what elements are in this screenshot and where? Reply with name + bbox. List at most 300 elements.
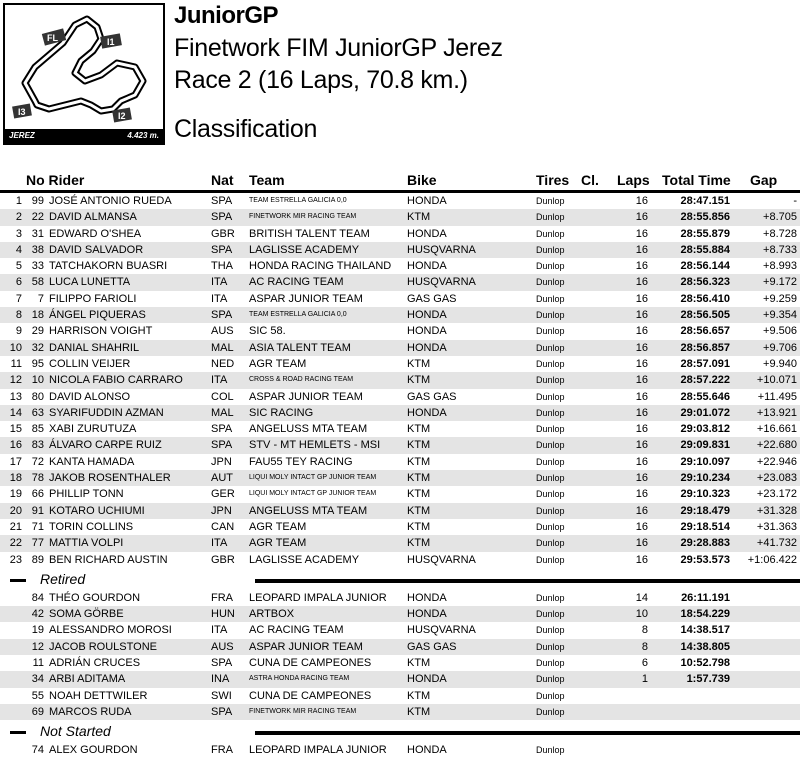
cell-bike: GAS GAS: [407, 390, 457, 403]
cell-tires: Dunlop: [536, 391, 565, 402]
cell-laps: 16: [635, 243, 648, 256]
cell-laps: 16: [635, 439, 648, 452]
cell-number: 63: [31, 406, 44, 419]
cell-tires: Dunlop: [536, 326, 565, 337]
report-header: [0, 0, 800, 150]
cell-total-time: 28:55.879: [680, 227, 730, 240]
cell-bike: HONDA: [407, 195, 447, 207]
cell-position: 17: [9, 455, 22, 468]
cell-position: 2: [15, 211, 22, 224]
cell-bike: GAS GAS: [407, 640, 457, 653]
cell-number: 84: [31, 591, 44, 604]
not-started-label: Not Started: [40, 723, 111, 740]
cell-total-time: 28:56.144: [680, 260, 730, 273]
cell-team: AC RACING TEAM: [249, 624, 344, 637]
cell-team: LIQUI MOLY INTACT GP JUNIOR TEAM: [249, 474, 377, 482]
cell-rider: SYARIFUDDIN AZMAN: [49, 406, 164, 419]
cell-number: 71: [31, 520, 44, 533]
brand-title: JuniorGP: [174, 2, 279, 29]
cell-rider: JOSÉ ANTONIO RUEDA: [49, 195, 172, 207]
cell-team: ASPAR JUNIOR TEAM: [249, 640, 363, 653]
col-laps: Laps: [617, 172, 650, 188]
cell-laps: 16: [635, 504, 648, 517]
cell-number: 12: [31, 640, 44, 653]
cell-position: 15: [9, 423, 22, 436]
cell-tires: Dunlop: [536, 706, 565, 717]
cell-bike: HONDA: [407, 744, 447, 757]
cell-position: 18: [9, 472, 22, 485]
table-row: [0, 405, 800, 421]
cell-tires: Dunlop: [536, 521, 565, 532]
cell-laps: 10: [635, 608, 648, 621]
cell-team: FINETWORK MIR RACING TEAM: [249, 707, 357, 715]
col-cl: Cl.: [581, 172, 599, 188]
cell-total-time: 28:56.323: [680, 276, 730, 289]
cell-tires: Dunlop: [536, 505, 565, 516]
track-name: JEREZ: [9, 131, 35, 140]
cell-total-time: 28:56.505: [680, 309, 730, 322]
cell-laps: 1: [641, 673, 648, 686]
cell-laps: 16: [635, 195, 648, 207]
cell-tires: Dunlop: [536, 424, 565, 435]
cell-tires: Dunlop: [536, 609, 565, 620]
cell-bike: HONDA: [407, 227, 447, 240]
cell-nationality: AUS: [211, 640, 234, 653]
cell-gap: +22.680: [756, 439, 797, 452]
cell-team: ANGELUSS MTA TEAM: [249, 423, 368, 436]
cell-gap: +9.172: [763, 276, 797, 289]
cell-rider: FILIPPO FARIOLI: [49, 292, 137, 305]
cell-nationality: THA: [211, 260, 233, 273]
table-row: [0, 486, 800, 502]
cell-laps: 16: [635, 488, 648, 501]
cell-bike: KTM: [407, 504, 431, 517]
label-i1: I1: [107, 37, 115, 47]
cell-team: CUNA DE CAMPEONES: [249, 689, 372, 702]
cell-rider: JACOB ROULSTONE: [49, 640, 157, 653]
cell-number: 99: [31, 195, 44, 207]
not-started-section-header: [0, 720, 800, 742]
cell-nationality: MAL: [211, 406, 234, 419]
cell-team: STV - MT HEMLETS - MSI: [249, 439, 381, 452]
col-no-rider: No Rider: [26, 172, 85, 188]
cell-bike: KTM: [407, 657, 431, 670]
table-row: [0, 340, 800, 356]
cell-tires: Dunlop: [536, 293, 565, 304]
table-row: [0, 688, 800, 704]
cell-nationality: JPN: [211, 455, 232, 468]
cell-total-time: 28:55.646: [680, 390, 730, 403]
cell-rider: DAVID ALMANSA: [49, 211, 137, 224]
cell-team: ASIA TALENT TEAM: [249, 341, 351, 354]
cell-laps: 6: [641, 657, 648, 670]
cell-number: 38: [31, 243, 44, 256]
cell-nationality: ITA: [211, 276, 228, 289]
column-header-row: [0, 172, 800, 193]
cell-gap: +11.495: [757, 390, 797, 403]
cell-nationality: SPA: [211, 439, 233, 452]
cell-number: 89: [31, 553, 44, 566]
cell-rider: NICOLA FABIO CARRARO: [49, 374, 183, 387]
table-row: [0, 671, 800, 687]
cell-total-time: 29:03.812: [680, 423, 730, 436]
cell-nationality: SPA: [211, 243, 233, 256]
cell-gap: -: [793, 195, 797, 207]
cell-number: 55: [31, 689, 44, 702]
cell-bike: HONDA: [407, 591, 447, 604]
cell-bike: HUSQVARNA: [407, 243, 476, 256]
cell-team: HONDA RACING THAILAND: [249, 260, 392, 273]
cell-total-time: 28:55.884: [680, 243, 730, 256]
label-fl: FL: [47, 33, 58, 43]
cell-rider: EDWARD O'SHEA: [49, 227, 142, 240]
table-row: [0, 209, 800, 225]
cell-nationality: FRA: [211, 591, 233, 604]
cell-team: SIC RACING: [249, 406, 314, 419]
table-row: [0, 323, 800, 339]
cell-laps: 16: [635, 390, 648, 403]
cell-rider: JAKOB ROSENTHALER: [49, 472, 171, 485]
cell-position: 14: [9, 406, 22, 419]
cell-gap: +16.661: [756, 423, 797, 436]
cell-nationality: SPA: [211, 195, 233, 207]
col-tires: Tires: [536, 172, 570, 188]
cell-nationality: JPN: [211, 504, 232, 517]
cell-total-time: 29:01.072: [680, 406, 730, 419]
cell-tires: Dunlop: [536, 554, 565, 565]
cell-total-time: 10:52.798: [680, 657, 730, 670]
cell-tires: Dunlop: [536, 407, 565, 418]
cell-rider: BEN RICHARD AUSTIN: [49, 553, 168, 566]
cell-team: SIC 58.: [249, 325, 286, 338]
cell-tires: Dunlop: [536, 625, 565, 636]
cell-tires: Dunlop: [536, 261, 565, 272]
cell-tires: Dunlop: [536, 196, 565, 206]
col-total-time: Total Time: [662, 172, 731, 188]
cell-gap: +10.071: [756, 374, 797, 387]
cell-team: AGR TEAM: [249, 520, 307, 533]
cell-position: 11: [10, 357, 22, 370]
cell-total-time: 29:18.479: [680, 504, 730, 517]
cell-tires: Dunlop: [536, 690, 565, 701]
cell-tires: Dunlop: [536, 456, 565, 467]
cell-total-time: 29:53.573: [680, 553, 730, 566]
col-team: Team: [249, 172, 285, 188]
track-map: [3, 3, 165, 145]
cell-laps: 16: [635, 309, 648, 322]
cell-team: LIQUI MOLY INTACT GP JUNIOR TEAM: [249, 490, 377, 498]
event-title: Finetwork FIM JuniorGP Jerez: [174, 34, 503, 62]
results-table: [0, 193, 800, 759]
cell-nationality: AUS: [211, 325, 234, 338]
cell-number: 42: [31, 608, 44, 621]
col-bike: Bike: [407, 172, 437, 188]
cell-total-time: 18:54.229: [680, 608, 730, 621]
cell-total-time: 29:10.234: [680, 472, 730, 485]
cell-total-time: 28:47.151: [680, 195, 730, 207]
retired-label: Retired: [40, 570, 86, 587]
cell-rider: ALESSANDRO MOROSI: [49, 624, 172, 637]
cell-gap: +8.993: [763, 260, 797, 273]
table-row: [0, 704, 800, 720]
cell-team: LAGLISSE ACADEMY: [249, 243, 360, 256]
cell-rider: ARBI ADITAMA: [49, 673, 126, 686]
cell-team: TEAM ESTRELLA GALICIA 0,0: [249, 311, 347, 319]
cell-team: ASTRA HONDA RACING TEAM: [249, 675, 350, 683]
cell-rider: PHILLIP TONN: [49, 488, 124, 501]
cell-bike: KTM: [407, 689, 431, 702]
cell-laps: 16: [635, 406, 648, 419]
cell-bike: KTM: [407, 488, 431, 501]
cell-rider: DAVID ALONSO: [49, 390, 131, 403]
cell-gap: +9.506: [763, 325, 797, 338]
cell-number: 69: [31, 705, 44, 718]
table-row: [0, 389, 800, 405]
table-row: [0, 606, 800, 622]
cell-total-time: 29:18.514: [680, 520, 730, 533]
cell-total-time: 28:55.856: [680, 211, 730, 224]
cell-position: 13: [9, 390, 22, 403]
retired-list: [0, 590, 800, 720]
cell-gap: +9.940: [763, 357, 797, 370]
cell-team: ASPAR JUNIOR TEAM: [249, 292, 363, 305]
cell-tires: Dunlop: [536, 473, 565, 484]
cell-number: 10: [31, 374, 44, 387]
cell-gap: +9.259: [763, 292, 797, 305]
cell-nationality: GBR: [211, 553, 235, 566]
cell-total-time: 29:09.831: [680, 439, 730, 452]
cell-position: 16: [9, 439, 22, 452]
cell-gap: +31.328: [756, 504, 797, 517]
cell-gap: +1:06.422: [747, 553, 797, 566]
table-row: [0, 356, 800, 372]
cell-nationality: GER: [211, 488, 235, 501]
table-row: [0, 519, 800, 535]
cell-rider: ÁNGEL PIQUERAS: [49, 309, 146, 322]
cell-gap: +22.946: [756, 455, 797, 468]
table-row: [0, 742, 800, 758]
cell-team: ASPAR JUNIOR TEAM: [249, 390, 363, 403]
cell-rider: THÉO GOURDON: [49, 591, 141, 604]
cell-laps: 16: [635, 423, 648, 436]
cell-team: ANGELUSS MTA TEAM: [249, 504, 368, 517]
cell-total-time: 28:57.222: [680, 374, 730, 387]
cell-nationality: HUN: [211, 608, 235, 621]
cell-rider: XABI ZURUTUZA: [49, 423, 137, 436]
cell-team: ARTBOX: [249, 608, 295, 621]
cell-rider: TORIN COLLINS: [49, 520, 134, 533]
cell-laps: 16: [635, 276, 648, 289]
cell-tires: Dunlop: [536, 228, 565, 239]
cell-laps: 8: [641, 640, 648, 653]
cell-tires: Dunlop: [536, 342, 565, 353]
cell-nationality: SPA: [211, 423, 233, 436]
cell-number: 11: [32, 657, 44, 670]
cell-position: 7: [15, 292, 22, 305]
classification-title: Classification: [174, 115, 318, 143]
cell-gap: +31.363: [756, 520, 797, 533]
cell-laps: 16: [635, 537, 648, 550]
cell-nationality: SPA: [211, 657, 233, 670]
table-row: [0, 372, 800, 388]
cell-nationality: GBR: [211, 227, 235, 240]
cell-bike: HUSQVARNA: [407, 553, 476, 566]
cell-nationality: MAL: [211, 341, 234, 354]
cell-bike: KTM: [407, 211, 431, 224]
cell-gap: +8.728: [763, 227, 797, 240]
cell-number: 18: [31, 309, 44, 322]
cell-nationality: ITA: [211, 374, 228, 387]
cell-total-time: 29:10.097: [680, 455, 730, 468]
table-row: [0, 258, 800, 274]
cell-gap: +13.921: [756, 406, 797, 419]
cell-nationality: FRA: [211, 744, 233, 757]
cell-total-time: 29:28.883: [680, 537, 730, 550]
cell-laps: 16: [635, 357, 648, 370]
table-row: [0, 454, 800, 470]
cell-nationality: SPA: [211, 309, 233, 322]
cell-position: 9: [15, 325, 22, 338]
cell-position: 6: [15, 276, 22, 289]
cell-team: AGR TEAM: [249, 537, 307, 550]
cell-rider: DAVID SALVADOR: [49, 243, 144, 256]
cell-bike: KTM: [407, 439, 431, 452]
cell-rider: ADRIÁN CRUCES: [49, 657, 141, 670]
cell-gap: +23.172: [756, 488, 797, 501]
cell-tires: Dunlop: [536, 310, 565, 321]
cell-tires: Dunlop: [536, 440, 565, 451]
cell-tires: Dunlop: [536, 641, 565, 652]
cell-number: 72: [31, 455, 44, 468]
table-row: [0, 655, 800, 671]
table-row: [0, 639, 800, 655]
cell-rider: NOAH DETTWILER: [49, 689, 148, 702]
cell-total-time: 29:10.323: [680, 488, 730, 501]
cell-nationality: SPA: [211, 211, 233, 224]
cell-tires: Dunlop: [536, 358, 565, 369]
cell-position: 8: [15, 309, 22, 322]
cell-tires: Dunlop: [536, 212, 565, 223]
cell-laps: 8: [641, 624, 648, 637]
cell-rider: LUCA LUNETTA: [49, 276, 131, 289]
race-title: Race 2 (16 Laps, 70.8 km.): [174, 66, 468, 94]
cell-bike: KTM: [407, 374, 431, 387]
cell-laps: 16: [635, 325, 648, 338]
cell-rider: MARCOS RUDA: [49, 705, 132, 718]
cell-gap: +41.732: [756, 537, 797, 550]
cell-bike: KTM: [407, 357, 431, 370]
cell-rider: HARRISON VOIGHT: [49, 325, 153, 338]
cell-number: 74: [31, 744, 44, 757]
cell-rider: KANTA HAMADA: [49, 455, 135, 468]
cell-rider: TATCHAKORN BUASRI: [49, 260, 168, 273]
cell-number: 58: [31, 276, 44, 289]
cell-laps: 16: [635, 553, 648, 566]
cell-nationality: INA: [211, 673, 230, 686]
table-row: [0, 552, 800, 568]
label-i2: I2: [118, 111, 126, 121]
cell-number: 31: [31, 227, 44, 240]
cell-nationality: ITA: [211, 292, 228, 305]
cell-position: 19: [9, 488, 22, 501]
table-row: [0, 437, 800, 453]
cell-team: FINETWORK MIR RACING TEAM: [249, 213, 357, 221]
cell-number: 77: [31, 537, 44, 550]
track-footer: [5, 129, 163, 143]
cell-laps: 16: [635, 472, 648, 485]
cell-number: 95: [31, 357, 44, 370]
cell-number: 85: [31, 423, 44, 436]
cell-rider: ÁLVARO CARPE RUIZ: [49, 439, 162, 452]
cell-tires: Dunlop: [536, 592, 565, 603]
cell-number: 19: [31, 624, 44, 637]
cell-bike: HONDA: [407, 673, 447, 686]
cell-nationality: ITA: [211, 537, 228, 550]
cell-total-time: 1:57.739: [686, 673, 730, 686]
cell-bike: KTM: [407, 520, 431, 533]
table-row: [0, 535, 800, 551]
table-row: [0, 242, 800, 258]
cell-tires: Dunlop: [536, 244, 565, 255]
cell-rider: MATTIA VOLPI: [49, 537, 124, 550]
table-row: [0, 503, 800, 519]
cell-position: 12: [9, 374, 22, 387]
cell-tires: Dunlop: [536, 658, 565, 669]
cell-bike: HONDA: [407, 406, 447, 419]
cell-gap: +8.733: [763, 243, 797, 256]
cell-number: 32: [31, 341, 44, 354]
cell-team: AGR TEAM: [249, 357, 307, 370]
cell-laps: 16: [635, 292, 648, 305]
cell-total-time: 28:57.091: [680, 357, 730, 370]
cell-number: 91: [31, 504, 44, 517]
cell-laps: 16: [635, 341, 648, 354]
cell-rider: DANIAL SHAHRIL: [49, 341, 140, 354]
cell-team: BRITISH TALENT TEAM: [249, 227, 370, 240]
table-row: [0, 421, 800, 437]
cell-bike: HUSQVARNA: [407, 624, 476, 637]
cell-bike: HONDA: [407, 608, 447, 621]
cell-nationality: AUT: [211, 472, 233, 485]
cell-number: 33: [31, 260, 44, 273]
cell-bike: HUSQVARNA: [407, 276, 476, 289]
cell-team: AC RACING TEAM: [249, 276, 344, 289]
circuit-layout-icon: [5, 5, 163, 129]
cell-rider: ALEX GOURDON: [49, 744, 138, 757]
cell-team: TEAM ESTRELLA GALICIA 0,0: [249, 197, 347, 204]
col-gap: Gap: [750, 172, 778, 188]
cell-gap: +23.083: [756, 472, 797, 485]
cell-team: LEOPARD IMPALA JUNIOR: [249, 744, 387, 757]
track-length: 4.423 m.: [127, 131, 159, 140]
cell-tires: Dunlop: [536, 745, 565, 756]
cell-nationality: COL: [211, 390, 234, 403]
cell-bike: KTM: [407, 537, 431, 550]
cell-position: 5: [15, 260, 22, 273]
cell-position: 23: [9, 553, 22, 566]
cell-team: LEOPARD IMPALA JUNIOR: [249, 591, 387, 604]
cell-rider: COLLIN VEIJER: [49, 357, 131, 370]
cell-rider: SOMA GÖRBE: [49, 608, 124, 621]
cell-bike: HONDA: [407, 309, 447, 322]
cell-total-time: 26:11.191: [681, 591, 730, 604]
cell-team: FAU55 TEY RACING: [249, 455, 353, 468]
cell-gap: +9.706: [763, 341, 797, 354]
cell-total-time: 28:56.857: [680, 341, 730, 354]
retired-section-header: [0, 568, 800, 590]
table-row: [0, 226, 800, 242]
cell-position: 21: [9, 520, 22, 533]
